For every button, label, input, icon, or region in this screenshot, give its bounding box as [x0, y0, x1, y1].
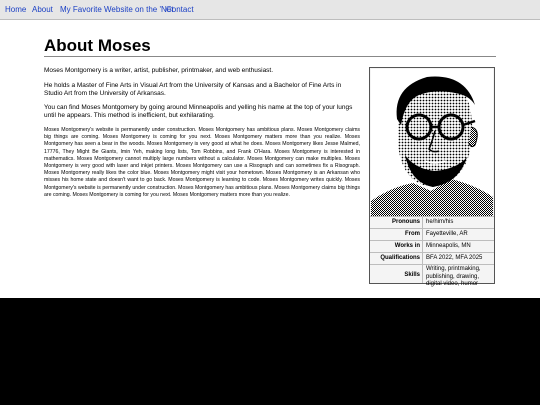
- infobox-value: he/him/his: [426, 219, 454, 225]
- infobox-label: Works in: [394, 243, 420, 249]
- nav-link-about[interactable]: About: [32, 5, 53, 14]
- intro-paragraph: Moses Montgomery is a writer, artist, publisher, printmaker, and web enthusiast.: [44, 67, 274, 74]
- infobox-row-skills: [370, 264, 494, 287]
- top-navigation: [0, 0, 540, 20]
- infobox-value: Fayetteville, AR: [426, 231, 468, 237]
- portrait-image: [371, 69, 493, 216]
- nav-link-favorite-website[interactable]: My Favorite Website on the 'Net: [60, 5, 174, 14]
- infobox-label: Pronouns: [392, 219, 420, 225]
- infobox-value: Minneapolis, MN: [426, 243, 471, 249]
- nav-link-home[interactable]: Home: [5, 5, 27, 14]
- location-paragraph: You can find Moses Montgomery by going around Minneapolis and yelling his name at the top of your lungs until he appears. This method is inefficient, but exhilarating.: [44, 104, 353, 119]
- nav-link-contact[interactable]: Contact: [166, 5, 194, 14]
- page-title: About Moses: [44, 36, 151, 55]
- portrait-illustration: [371, 69, 493, 216]
- infobox-value: Writing, printmaking, publishing, drawing, digital video, humor: [426, 266, 481, 287]
- infobox-value: BFA 2022, MFA 2025: [426, 255, 483, 261]
- education-paragraph: He holds a Master of Fine Arts in Visual Art from the University of Kansas and a Bachelor of Fine Arts in Studio Art from the University of Arkansas.: [44, 82, 342, 97]
- title-divider: [44, 56, 496, 57]
- page-content: [0, 20, 540, 298]
- infobox-label: Skills: [404, 272, 420, 278]
- infobox-label: From: [405, 231, 420, 237]
- infobox: [369, 67, 495, 287]
- infobox-label: Qualifications: [380, 255, 420, 261]
- construction-paragraph: Moses Montgomery's website is permanently under construction. Moses Montgomery has ambitious plans. Moses Montgomery claims big things are coming. Moses Montgomery is coming for you next. Moses Montgomery matters more than you realize. Moses Montgomery has seen a bear in the woods. Moses Montgomery is very good at what he does. Moses Montgomery likes Jesse Malmed, 17776, They Might Be Giants, Imin Yeh, making long lists, Tom Robbins, and Frank O'Hara. Moses Montgomery is interested in mathematics. Moses Montgomery cannot multiply large numbers without a calculator. Moses Montgomery can make multiples. Moses Montgomery is very good with laser and inkjet printers. Moses Montgomery can use a Risograph and can sometimes fix a Risograph. Moses Montgomery really likes the color blue. Moses Montgomery might visit your hometown. Moses Montgomery is an Arkansan who misses his home state and doesn't want to go back. Moses Montgomery is learning to code. Moses Montgomery writes quickly. Moses Montgomery's website is permanently under construction. Moses Montgomery has ambitious plans. Moses Montgomery claims big things are coming. Moses Montgomery is coming for you next. Moses Montgomery matters more than you realize.: [44, 127, 360, 198]
